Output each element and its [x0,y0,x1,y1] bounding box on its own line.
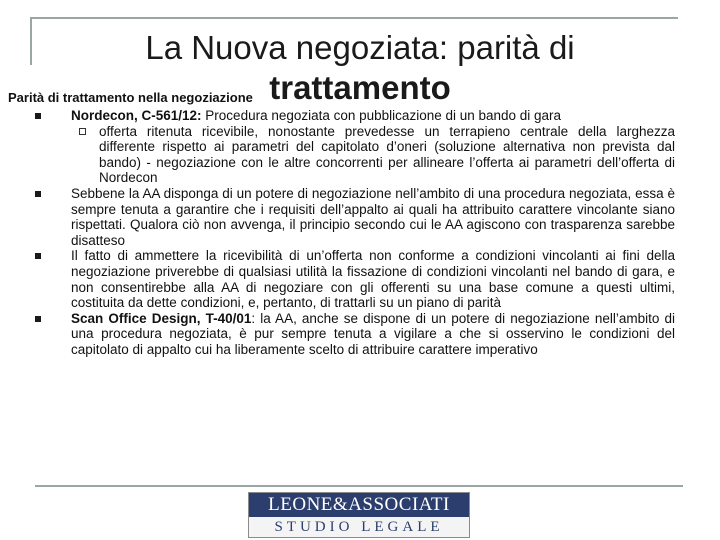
bullet-text: : la AA, anche se dispone di un potere di negoziazione nell’ambito di una procedura negoziata, è pur sempre tenuta a vigilare a che si osservino le condizioni del capitolato di appalto cui ha liberamente scelto di attribuire carattere imperativo [71,310,675,357]
bullet-item-nordecon [35,108,675,186]
bullet-text: Procedura negoziata con pubblicazione di un bando di gara [201,108,562,123]
title-line-2: trattamento [269,69,451,106]
square-bullet-icon [35,113,41,119]
bullet-item-admissibility [35,248,675,310]
square-bullet-icon [35,316,41,322]
logo-tagline: STUDIO LEGALE [274,519,444,535]
bullet-item-negotiation-power [35,186,675,248]
slide-subtitle: Parità di trattamento nella negoziazione [8,90,253,105]
title-line-1: La Nuova negoziata: parità di [145,29,575,66]
case-reference: Nordecon, C-561/12: [71,108,202,123]
square-bullet-icon [35,253,41,259]
bullet-text: Il fatto di ammettere la ricevibilità di un’offerta non conforme a condizioni vincolanti ai fini della negoziazione priverebbe di qualsiasi utilità la fissazione di condizioni vincolanti nel bando di gara, e non consentirebbe alla AA di negoziare con gli offerenti su una base comune a questi ultimi, costituita da dette condizioni, e, pertanto, di trattarli su un piano di parità [71,248,675,311]
top-rule [30,17,678,19]
case-reference: Scan Office Design, T-40/01 [71,310,252,326]
bullet-item-scan-office [35,311,675,358]
logo-firm-name: LEONE&ASSOCIATI [249,493,469,517]
square-bullet-icon [35,191,41,197]
bottom-rule [35,485,683,487]
bullet-text: Sebbene la AA disponga di un potere di negoziazione nell’ambito di una procedura negoziata, essa è sempre tenuta a garantire che i requisiti dell’appalto ai quali ha attribuito carattere vincolante siano rispettati. Qualora ciò non avvenga, il principio secondo cui le AA agiscono con trasparenza sarebbe disatteso [71,185,675,248]
sub-bullet-item [71,124,675,186]
bullet-list [35,108,675,358]
sub-bullet-text: offerta ritenuta ricevibile, nonostante prevedesse un terrapieno centrale della larghezza differente rispetto ai parametri del capitolato d’oneri (soluzione alternativa non prevista dal bando) - negoziazione con le altre concorrenti per allineare l’offerta ai parametri dell’offerta di Nordecon [99,123,675,186]
firm-logo [248,492,470,538]
left-rule [30,17,32,65]
hollow-square-bullet-icon [79,128,86,135]
